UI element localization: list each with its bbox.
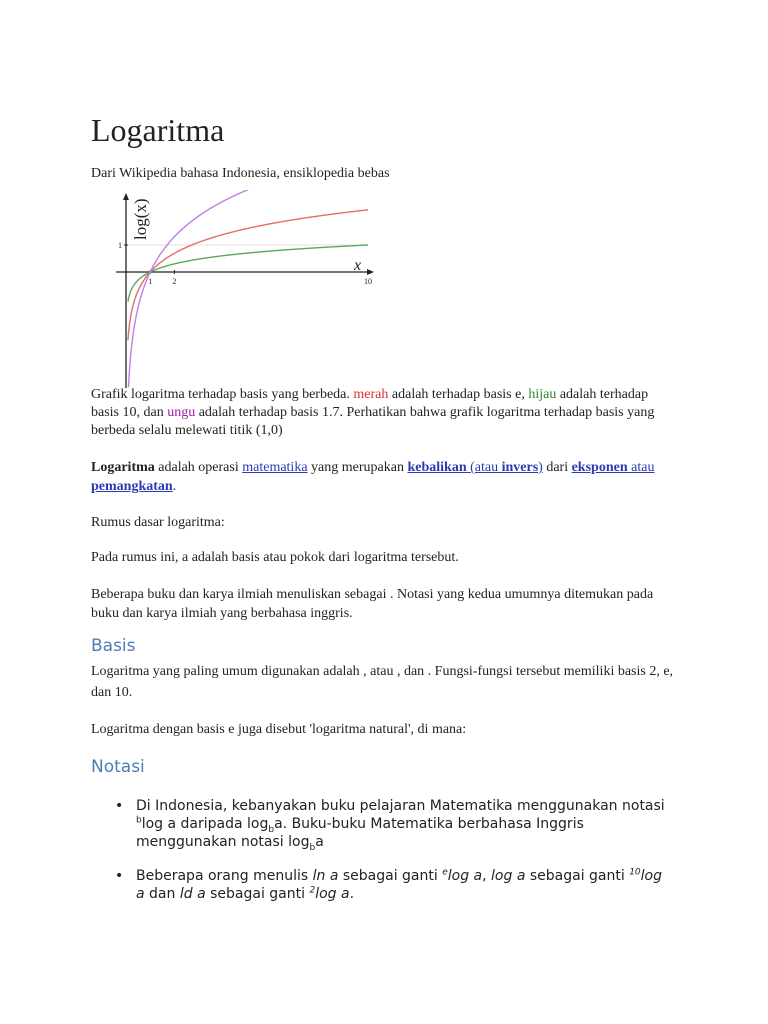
bullet-text: Di Indonesia, kebanyakan buku pelajaran Matematika menggunakan notasi [136, 798, 665, 814]
bullet-text: , [482, 868, 492, 884]
paragraph-basis-1: Logaritma yang paling umum digunakan adalah , atau , dan . Fungsi-fungsi tersebut memiliki basis 2, e, dan 10. [91, 664, 674, 700]
list-item [109, 797, 669, 851]
y-axis-arrow [123, 193, 129, 200]
figure-caption [91, 386, 676, 440]
bullet-text: a. Buku-buku Matematika berbahasa Inggris menggunakan notasi log [136, 816, 584, 850]
x-tick-label: 2 [172, 277, 177, 286]
bullet-sup: 10 [629, 867, 641, 878]
caption-text: Grafik logaritma terhadap basis yang berbeda. [91, 387, 354, 402]
chart-ticks [118, 241, 372, 286]
series-line-1 [128, 245, 368, 302]
bullet-italic: log a [315, 886, 350, 902]
bullet-italic: log a [491, 868, 526, 884]
x-tick-label: 1 [148, 277, 153, 286]
paragraph-beberapa: Beberapa buku dan karya ilmiah menuliskan sebagai . Notasi yang kedua umumnya ditemukan pada buku dan karya ilmiah yang berbahasa inggris. [91, 587, 654, 621]
intro-bold-term: Logaritma [91, 460, 155, 475]
y-axis-label: log(x) [131, 198, 150, 240]
intro-text: adalah operasi [154, 460, 243, 475]
bullet-sub: b [268, 824, 275, 835]
caption-text: adalah terhadap basis e, [388, 387, 529, 402]
intro-text: dari [542, 460, 572, 475]
bullet-text: Beberapa orang menulis [136, 868, 313, 884]
caption-green: hijau [528, 387, 557, 402]
intro-text: . [172, 479, 177, 494]
logarithm-chart [116, 190, 376, 388]
link-matematika[interactable]: matematika [242, 460, 308, 475]
bullet-italic: log a [447, 868, 483, 884]
paragraph-basis-2: Logaritma dengan basis e juga disebut 'logaritma natural', di mana: [91, 722, 467, 737]
caption-red: merah [353, 387, 389, 402]
list-item [109, 867, 669, 903]
bullet-text: dan [144, 886, 180, 902]
heading-basis: Basis [91, 636, 136, 656]
bullet-text: sebagai ganti [338, 868, 443, 884]
bullet-sup: 2 [309, 885, 316, 896]
bullet-text: sebagai ganti [525, 868, 630, 884]
bullet-italic: log a [136, 868, 662, 902]
bullet-text: sebagai ganti [205, 886, 310, 902]
caption-text: adalah terhadap basis 1.7. Perhatikan bahwa grafik logaritma terhadap basis yang berbeda selalu melewati titik (1,0) [91, 405, 655, 438]
bullet-text: log a daripada log [141, 816, 269, 832]
bullet-sup: b [136, 815, 142, 826]
caption-purple: ungu [167, 405, 196, 420]
paragraph-pada: Pada rumus ini, a adalah basis atau pokok dari logaritma tersebut. [91, 550, 459, 565]
x-axis-label: x [354, 257, 362, 274]
series-line-2 [129, 190, 368, 387]
bullet-sup: e [442, 867, 448, 878]
caption-text: adalah terhadap basis 10, dan [91, 387, 649, 420]
series-line-0 [128, 210, 368, 340]
link-invers-label: invers [501, 460, 539, 475]
bullet-text: a [315, 834, 324, 850]
link-kebalikan-atau: (atau [466, 460, 502, 475]
x-tick-label: 10 [364, 277, 372, 286]
bullet-text: . [349, 886, 355, 902]
chart-curves [128, 190, 368, 387]
paragraph-rumus: Rumus dasar logaritma: [91, 515, 225, 530]
heading-notasi: Notasi [91, 757, 145, 777]
link-pemangkatan-label: pemangkatan [91, 479, 173, 494]
link-kebalikan[interactable] [407, 460, 542, 475]
bullet-italic: ld a [179, 886, 206, 902]
link-kebalikan-label: kebalikan [407, 460, 467, 475]
notation-list [109, 797, 669, 919]
intro-paragraph [91, 458, 681, 496]
intro-text: yang merupakan [307, 460, 408, 475]
link-eksponen-label: eksponen [571, 460, 628, 475]
page-title: Logaritma [91, 112, 225, 148]
bullet-italic: ln a [312, 868, 339, 884]
page-subtitle: Dari Wikipedia bahasa Indonesia, ensiklopedia bebas [91, 166, 390, 181]
link-close-paren: ) [538, 460, 543, 475]
bullet-sub: b [309, 842, 316, 853]
y-tick-label: 1 [118, 241, 122, 250]
link-eksponen-atau: atau [627, 460, 655, 475]
